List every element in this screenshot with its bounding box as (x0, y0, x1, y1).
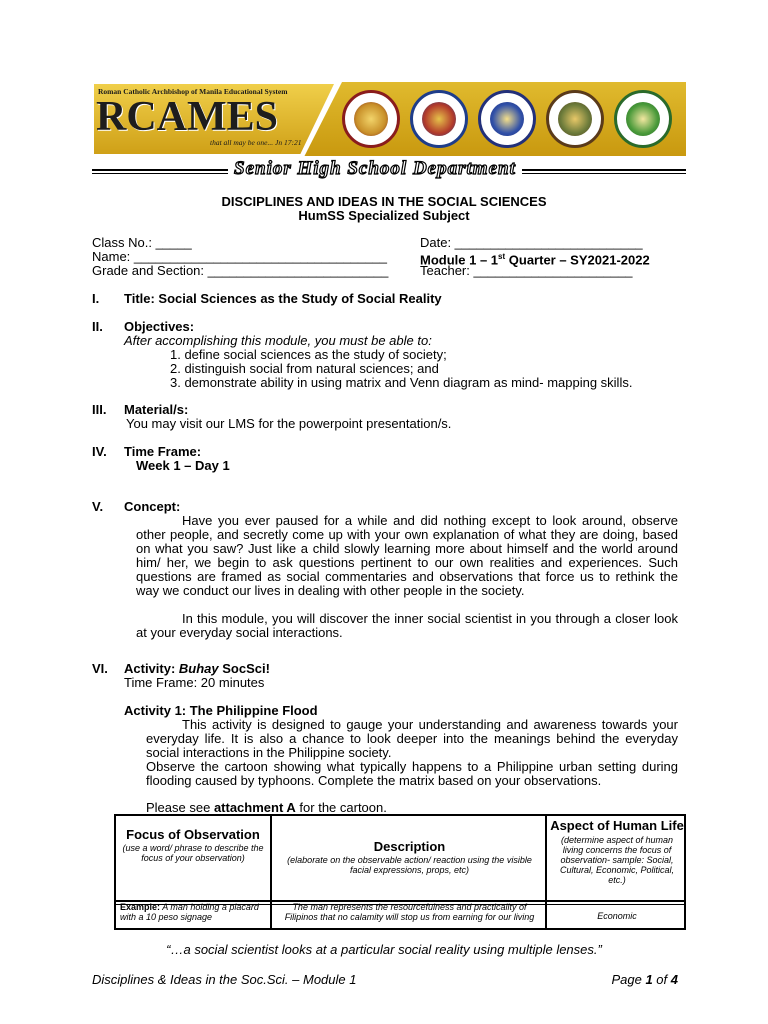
rcames-logo: RCAMES (96, 94, 279, 140)
school-seal-5-icon (614, 90, 672, 148)
department-title: Senior High School Department (228, 157, 522, 181)
activity-paragraph: This activity is designed to gauge your understanding and awareness towards your everyday life. It is also a chance to look deeper into the meanings behind the everyday social interactions in the Philippine society. (146, 717, 678, 760)
grade-section-field: Grade and Section: _________________________ (92, 263, 389, 278)
name-field: Name: ___________________________________ (92, 249, 387, 264)
header-label: Aspect of Human Life (550, 818, 684, 833)
objective-item: 2. distinguish social from natural sciences; and (170, 361, 439, 376)
header-note: (elaborate on the observable action/ reaction using the visible facial expressions, props, etc) (287, 855, 532, 875)
objectives-heading: Objectives: (124, 319, 195, 334)
observation-matrix (114, 814, 686, 930)
attachment-note: Please see attachment A for the cartoon. (146, 800, 387, 815)
objective-item: 1. define social sciences as the study of society; (170, 347, 447, 362)
example-aspect-cell: Economic (597, 911, 637, 921)
example-description-cell: The man represents the resourcefulness and practicality of Filipinos that no calamity will stop us from earning for our living (284, 902, 535, 922)
section-number: I. (92, 291, 100, 306)
header-note: (determine aspect of human living concerns the focus of observation- sample: Social, Cultural, Economic, Political, etc.) (559, 835, 675, 885)
activity-heading: Activity: Buhay SocSci! (124, 661, 270, 676)
class-no-field: Class No.: _____ (92, 235, 192, 250)
activity-title: Activity 1: The Philippine Flood (124, 703, 318, 718)
date-field: Date: __________________________ (420, 235, 643, 250)
header-label: Description (373, 839, 446, 854)
concept-paragraph: Have you ever paused for a while and did nothing except to look around, observe other people, and secretly come up with your own explanation of what they are doing, based on what you saw? Just like a child slowly learning more about himself and the world around him/ her, we begin to ask questions pertinent to our own realities and experiences. Such questions are framed as social commentaries and observations that force us to rethink the way we conduct our lives in dealing with other people in the society. (136, 513, 678, 598)
section-number: V. (92, 499, 104, 514)
objectives-lead: After accomplishing this module, you must be able to: (124, 333, 432, 348)
teacher-field: Teacher: ______________________ (420, 263, 633, 278)
section-number: IV. (92, 444, 107, 459)
activity-paragraph: Observe the cartoon showing what typically happens to a Philippine urban setting during flooding caused by typhoons. Complete the matrix based on your observations. (146, 759, 678, 788)
school-seal-2-icon (410, 90, 468, 148)
example-focus-cell: Example: A man holding a placard with a 10 peso signage (120, 902, 259, 922)
school-seal-1-icon (342, 90, 400, 148)
header-label: Focus of Observation (126, 827, 260, 842)
objective-item: 3. demonstrate ability in using matrix and Venn diagram as mind- mapping skills. (170, 375, 633, 390)
section-number: III. (92, 402, 107, 417)
header-description (276, 840, 543, 875)
section-title: Title: Social Sciences as the Study of Social Reality (124, 291, 442, 306)
time-frame-heading: Time Frame: (124, 444, 202, 459)
header-note: (use a word/ phrase to describe the focus of your observation) (122, 843, 264, 863)
module-info: Module 1 – 1st Quarter – SY2021-2022 (420, 252, 650, 268)
concept-paragraph: In this module, you will discover the inner social scientist in you through a closer look at your everyday social interactions. (136, 611, 678, 640)
concept-heading: Concept: (124, 499, 181, 514)
page-number: Page 1 of 4 (611, 972, 678, 987)
time-frame-value: Week 1 – Day 1 (136, 458, 230, 473)
section-number: II. (92, 319, 103, 334)
footer-module-label: Disciplines & Ideas in the Soc.Sci. – Module 1 (92, 972, 357, 987)
materials-heading: Material/s: (124, 402, 189, 417)
section-number: VI. (92, 661, 108, 676)
department-bar (92, 157, 686, 183)
header-aspect (550, 819, 684, 885)
document-title: DISCIPLINES AND IDEAS IN THE SOCIAL SCIENCES (221, 194, 547, 209)
quote: “…a social scientist looks at a particular social reality using multiple lenses.” (166, 942, 602, 957)
header-banner (92, 82, 686, 156)
org-name: Roman Catholic Archbishop of Manila Educational System (98, 87, 288, 96)
motto: that all may be one... Jn 17:21 (210, 138, 302, 147)
activity-time-frame: Time Frame: 20 minutes (124, 675, 265, 690)
school-seal-4-icon (546, 90, 604, 148)
school-seal-3-icon (478, 90, 536, 148)
materials-text: You may visit our LMS for the powerpoint presentation/s. (126, 416, 452, 431)
document-subtitle: HumSS Specialized Subject (298, 208, 470, 223)
header-focus (118, 828, 268, 863)
